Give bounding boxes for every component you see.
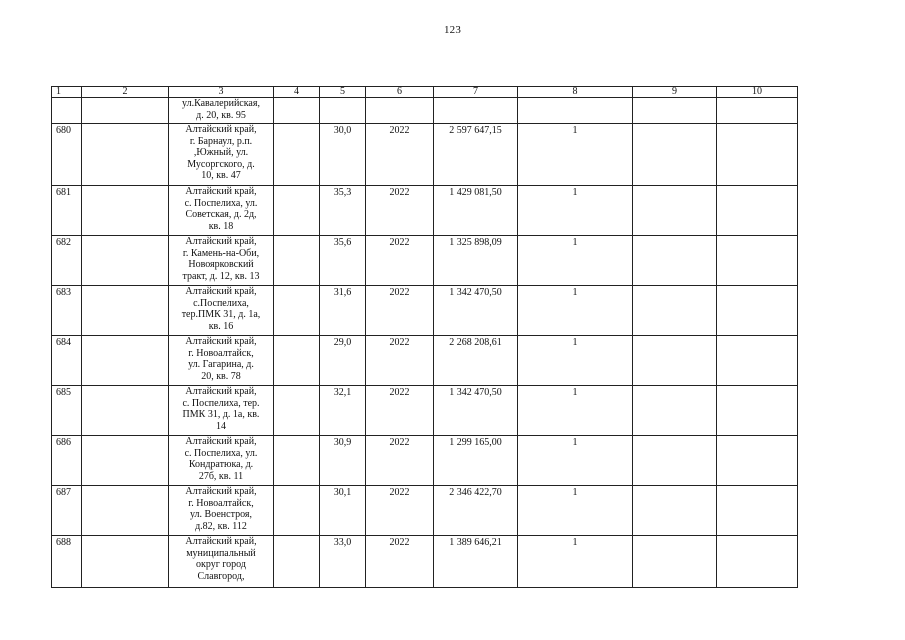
cell — [82, 236, 169, 286]
address-line: Славгород, — [197, 570, 245, 582]
cost-cell: 1 342 470,50 — [434, 286, 518, 336]
year-cell: 2022 — [366, 236, 434, 286]
column-header: 2 — [82, 87, 169, 98]
table-row — [52, 186, 798, 236]
column-header: 4 — [274, 87, 320, 98]
cell — [633, 98, 717, 124]
address-cell — [169, 286, 274, 336]
row-number-cell: 687 — [52, 486, 82, 536]
cell — [633, 186, 717, 236]
cell — [717, 436, 798, 486]
address-cell — [169, 386, 274, 436]
quantity-cell: 1 — [518, 186, 633, 236]
column-header: 1 — [52, 87, 82, 98]
cell — [633, 486, 717, 536]
column-header: 7 — [434, 87, 518, 98]
cell — [717, 286, 798, 336]
cost-cell: 1 429 081,50 — [434, 186, 518, 236]
cell — [82, 336, 169, 386]
cell — [320, 98, 366, 124]
cell — [717, 236, 798, 286]
cost-cell: 2 268 208,61 — [434, 336, 518, 386]
cell — [274, 98, 320, 124]
cell — [82, 486, 169, 536]
cell — [82, 536, 169, 588]
table-row — [52, 386, 798, 436]
address-line: кв. 16 — [208, 320, 234, 332]
address-line: Новоярковский — [188, 259, 254, 270]
column-header: 5 — [320, 87, 366, 98]
cell — [633, 436, 717, 486]
header-row — [52, 87, 798, 98]
row-number-cell — [52, 98, 82, 124]
cell — [434, 98, 518, 124]
cell — [82, 386, 169, 436]
cell — [717, 386, 798, 436]
cell — [633, 336, 717, 386]
cell — [274, 486, 320, 536]
cell — [518, 98, 633, 124]
address-line: с.Поспелиха, — [193, 297, 249, 309]
cost-cell: 1 299 165,00 — [434, 436, 518, 486]
cell — [633, 286, 717, 336]
row-number-cell: 686 — [52, 436, 82, 486]
column-header: 10 — [717, 87, 798, 98]
area-cell: 35,3 — [320, 186, 366, 236]
address-line: с. Поспелиха, ул. — [184, 197, 258, 209]
cost-cell: 2 346 422,70 — [434, 486, 518, 536]
address-line: Алтайский край, — [185, 386, 257, 397]
table-row — [52, 286, 798, 336]
cell — [82, 98, 169, 124]
cell — [366, 98, 434, 124]
table-row — [52, 536, 798, 588]
column-header: 3 — [169, 87, 274, 98]
cost-cell: 1 325 898,09 — [434, 236, 518, 286]
address-line: Алтайский край, — [185, 336, 257, 347]
year-cell: 2022 — [366, 124, 434, 186]
cell — [274, 536, 320, 588]
cell — [717, 336, 798, 386]
quantity-cell: 1 — [518, 486, 633, 536]
address-line: 27б, кв. 11 — [198, 470, 244, 482]
cell — [274, 236, 320, 286]
quantity-cell: 1 — [518, 236, 633, 286]
row-number-cell: 682 — [52, 236, 82, 286]
quantity-cell: 1 — [518, 336, 633, 386]
row-number-cell: 684 — [52, 336, 82, 386]
address-cell — [169, 124, 274, 186]
cost-cell: 2 597 647,15 — [434, 124, 518, 186]
cell — [274, 286, 320, 336]
cell — [633, 124, 717, 186]
cell — [633, 236, 717, 286]
address-line: Алтайский край, — [185, 186, 257, 197]
row-number-cell: 680 — [52, 124, 82, 186]
address-line: тракт, д. 12, кв. 13 — [182, 270, 260, 282]
cell — [82, 436, 169, 486]
year-cell: 2022 — [366, 486, 434, 536]
rows-body — [52, 124, 798, 588]
table-row — [52, 236, 798, 286]
address-line: Алтайский край, — [185, 124, 257, 135]
address-line: 20, кв. 78 — [201, 370, 241, 382]
page-number: 123 — [443, 24, 462, 36]
address-cell — [169, 236, 274, 286]
year-cell: 2022 — [366, 336, 434, 386]
table-row — [52, 336, 798, 386]
area-cell: 33,0 — [320, 536, 366, 588]
cell — [82, 124, 169, 186]
address-line: д. 20, кв. 95 — [196, 109, 246, 121]
row-number-cell: 683 — [52, 286, 82, 336]
address-line: с. Поспелиха, тер. — [182, 397, 260, 409]
area-cell: 30,9 — [320, 436, 366, 486]
cell — [717, 124, 798, 186]
table-row — [52, 436, 798, 486]
address-line: г. Новоалтайск, — [188, 347, 254, 359]
row-number-cell: 681 — [52, 186, 82, 236]
address-line: ул.Кавалерийская, — [182, 98, 260, 109]
address-cell — [169, 536, 274, 588]
address-line: Советская, д. 2д, — [185, 209, 257, 220]
year-cell: 2022 — [366, 436, 434, 486]
year-cell: 2022 — [366, 186, 434, 236]
address-line: Алтайский край, — [185, 286, 257, 297]
column-header: 6 — [366, 87, 434, 98]
year-cell: 2022 — [366, 536, 434, 588]
address-line: д.82, кв. 112 — [195, 520, 247, 532]
cell — [274, 186, 320, 236]
address-line: тер.ПМК 31, д. 1а, — [181, 309, 261, 320]
address-line: 10, кв. 47 — [201, 170, 241, 181]
column-header: 8 — [518, 87, 633, 98]
column-header: 9 — [633, 87, 717, 98]
cell — [274, 386, 320, 436]
quantity-cell: 1 — [518, 124, 633, 186]
address-line: 14 — [216, 420, 226, 432]
address-line: г. Камень-на-Оби, — [182, 247, 260, 259]
cost-cell: 1 389 646,21 — [434, 536, 518, 588]
year-cell: 2022 — [366, 286, 434, 336]
cell — [274, 336, 320, 386]
cell — [82, 286, 169, 336]
area-cell: 30,1 — [320, 486, 366, 536]
address-line: Алтайский край, — [185, 436, 257, 447]
address-cell — [169, 486, 274, 536]
address-line: Алтайский край, — [185, 486, 257, 497]
address-line: кв. 18 — [208, 220, 234, 232]
cell — [633, 386, 717, 436]
address-line: округ город — [196, 559, 246, 570]
cost-cell: 1 342 470,50 — [434, 386, 518, 436]
year-cell: 2022 — [366, 386, 434, 436]
table-row-continued — [52, 98, 798, 124]
quantity-cell: 1 — [518, 286, 633, 336]
cell — [717, 186, 798, 236]
quantity-cell: 1 — [518, 436, 633, 486]
row-number-cell: 688 — [52, 536, 82, 588]
cell — [82, 186, 169, 236]
cell — [717, 536, 798, 588]
address-cell — [169, 436, 274, 486]
address-cell — [169, 98, 274, 124]
address-line: г. Барнаул, р.п. — [189, 135, 253, 147]
cell — [717, 98, 798, 124]
address-line: ул. Гагарина, д. — [188, 359, 254, 370]
area-cell: 35,6 — [320, 236, 366, 286]
table-row — [52, 486, 798, 536]
address-cell — [169, 186, 274, 236]
table-row — [52, 124, 798, 186]
property-register-table — [51, 86, 798, 588]
cell — [274, 436, 320, 486]
address-line: Кондратюка, д. — [188, 459, 254, 470]
address-line: г. Новоалтайск, — [188, 497, 254, 509]
address-line: ул. Военстроя, — [190, 509, 252, 520]
area-cell: 30,0 — [320, 124, 366, 186]
quantity-cell: 1 — [518, 386, 633, 436]
area-cell: 31,6 — [320, 286, 366, 336]
area-cell: 29,0 — [320, 336, 366, 386]
address-line: Алтайский край, — [185, 536, 257, 547]
address-line: ,Южный, ул. — [193, 147, 249, 158]
cell — [717, 486, 798, 536]
cell — [633, 536, 717, 588]
row-number-cell: 685 — [52, 386, 82, 436]
address-line: Алтайский край, — [185, 236, 257, 247]
area-cell: 32,1 — [320, 386, 366, 436]
cell — [274, 124, 320, 186]
address-line: ПМК 31, д. 1а, кв. — [182, 409, 260, 420]
address-line: Мусоргского, д. — [187, 158, 255, 170]
address-line: муниципальный — [186, 547, 256, 559]
address-cell — [169, 336, 274, 386]
quantity-cell: 1 — [518, 536, 633, 588]
address-line: с. Поспелиха, ул. — [184, 447, 258, 459]
